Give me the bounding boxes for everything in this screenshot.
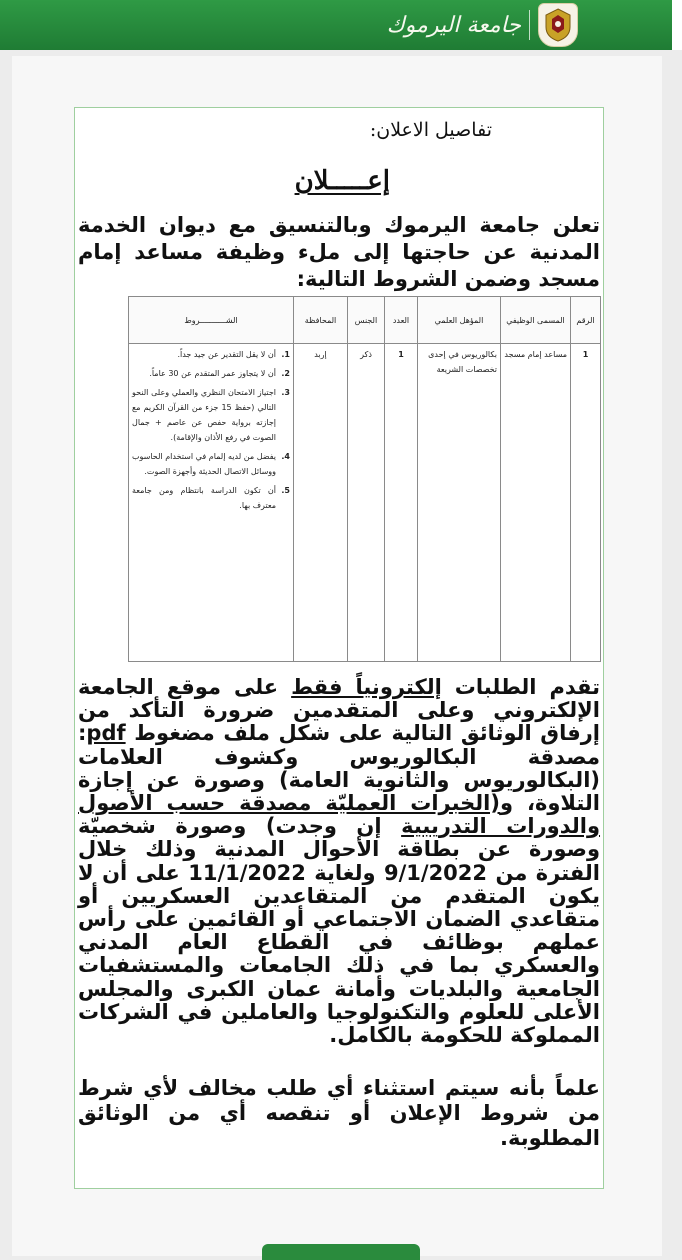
header-job-title: المسمى الوظيفي (501, 297, 571, 344)
cell-governorate: إربد (294, 344, 348, 662)
cell-job-title: مساعد إمام مسجد (501, 344, 571, 662)
header-gender: الجنس (348, 297, 385, 344)
header-governorate: المحافظة (294, 297, 348, 344)
university-logo[interactable] (387, 3, 578, 47)
cell-qualification: بكالوريوس في إحدى تخصصات الشريعة (418, 344, 501, 662)
condition-number: 1. (281, 350, 290, 359)
instructions-text: على أن لا يكون المتقدم من المتقاعدين العسكريين أو متقاعدي الضمان الاجتماعي أو القائمين على رأس عملهم بوظائف في القطاع العام المدني والعسكري بما في ذلك الجامعات والمستشفيات الجامعية والبلديات وأمانة عمان الكبرى والمجلس الأعلى للعلوم والتكنولوجيا والعاملين في الشركات المملوكة للحكومة بالكامل. (78, 860, 600, 1048)
instructions-text: : مصدقة البكالوريوس وكشوف العلامات (البكالوريوس والثانوية العامة) وصورة عن إجازة التلاوة، و (78, 721, 600, 816)
announcement-intro: تعلن جامعة اليرموك وبالتنسيق مع ديوان الخدمة المدنية عن حاجتها إلى ملء وظيفة مساعد إمام مسجد وضمن الشروط التالية: (78, 213, 600, 291)
cell-gender: ذكر (348, 344, 385, 662)
condition-number: 2. (281, 369, 290, 378)
header-qualification: المؤهل العلمي (418, 297, 501, 344)
header-conditions: الشـــــــــــروط (129, 297, 294, 344)
university-emblem-icon (538, 3, 578, 47)
details-title: تفاصيل الاعلان: (369, 119, 492, 141)
cell-number: 1 (571, 344, 601, 662)
header-count: العدد (385, 297, 418, 344)
instructions-text: على موقع الجامعة الإلكتروني وعلى المتقدمين ضرورة التأكد من إرفاق الوثائق التالية على شكل ملف مضغوط (78, 675, 600, 746)
table-row (129, 344, 601, 662)
experience-docs-text: (الخبرات العمليّة مصدقة حسب الأصول والدورات التدريبية (78, 791, 601, 839)
condition-item (132, 449, 290, 479)
date-to: 11/1/2022 (188, 860, 306, 885)
pdf-format-text: pdf (86, 721, 126, 746)
instructions-text: إن وجدت) وصورة شخصيّة وصورة عن بطاقة الأحوال المدنية وذلك خلال الفترة من (78, 814, 601, 885)
job-conditions-table (128, 296, 601, 662)
condition-number: 4. (281, 452, 290, 461)
condition-text: اجتياز الامتحان النظري والعملي وعلى النحو التالي (حفظ 15 جزء من القرآن الكريم مع إجازته برواية حفص عن عاصم + جمال الصوت في رفع الأذان والإقامة). (132, 388, 276, 442)
date-from: 9/1/2022 (384, 860, 488, 885)
table-header-row (129, 297, 601, 344)
condition-text: يفضل من لديه إلمام في استخدام الحاسوب ووسائل الاتصال الحديثة وأجهزة الصوت. (132, 452, 276, 476)
conditions-list (132, 347, 290, 513)
instructions-text: تقدم الطلبات (441, 675, 600, 699)
condition-text: أن لا يتجاوز عمر المتقدم عن 30 عاماً. (149, 369, 276, 378)
condition-text: أن لا يقل التقدير عن جيد جداً. (177, 350, 276, 359)
condition-item (132, 366, 290, 381)
cell-conditions (129, 344, 294, 662)
condition-item (132, 347, 290, 362)
condition-number: 3. (281, 388, 290, 397)
header-edge (672, 0, 682, 50)
condition-number: 5. (281, 486, 290, 495)
application-instructions (78, 676, 600, 1047)
cell-count: 1 (385, 344, 418, 662)
apply-button[interactable] (262, 1244, 420, 1260)
university-name: جامعة اليرموك (386, 12, 521, 38)
condition-item (132, 483, 290, 513)
electronic-only-text: إلكترونياً فقط (291, 675, 442, 699)
condition-text: أن تكون الدراسة بانتظام ومن جامعة معترف بها. (132, 486, 276, 510)
condition-item (132, 385, 290, 445)
exclusion-notice: علماً بأنه سيتم استثناء أي طلب مخالف لأي شرط من شروط الإعلان أو تنقصه أي من الوثائق المطلوبة. (78, 1076, 600, 1150)
top-header-bar (0, 0, 682, 50)
header-number: الرقم (571, 297, 601, 344)
instructions-text: ولغاية (305, 860, 384, 885)
announcement-title: إعـــــلان (294, 166, 390, 196)
logo-separator (529, 10, 530, 40)
